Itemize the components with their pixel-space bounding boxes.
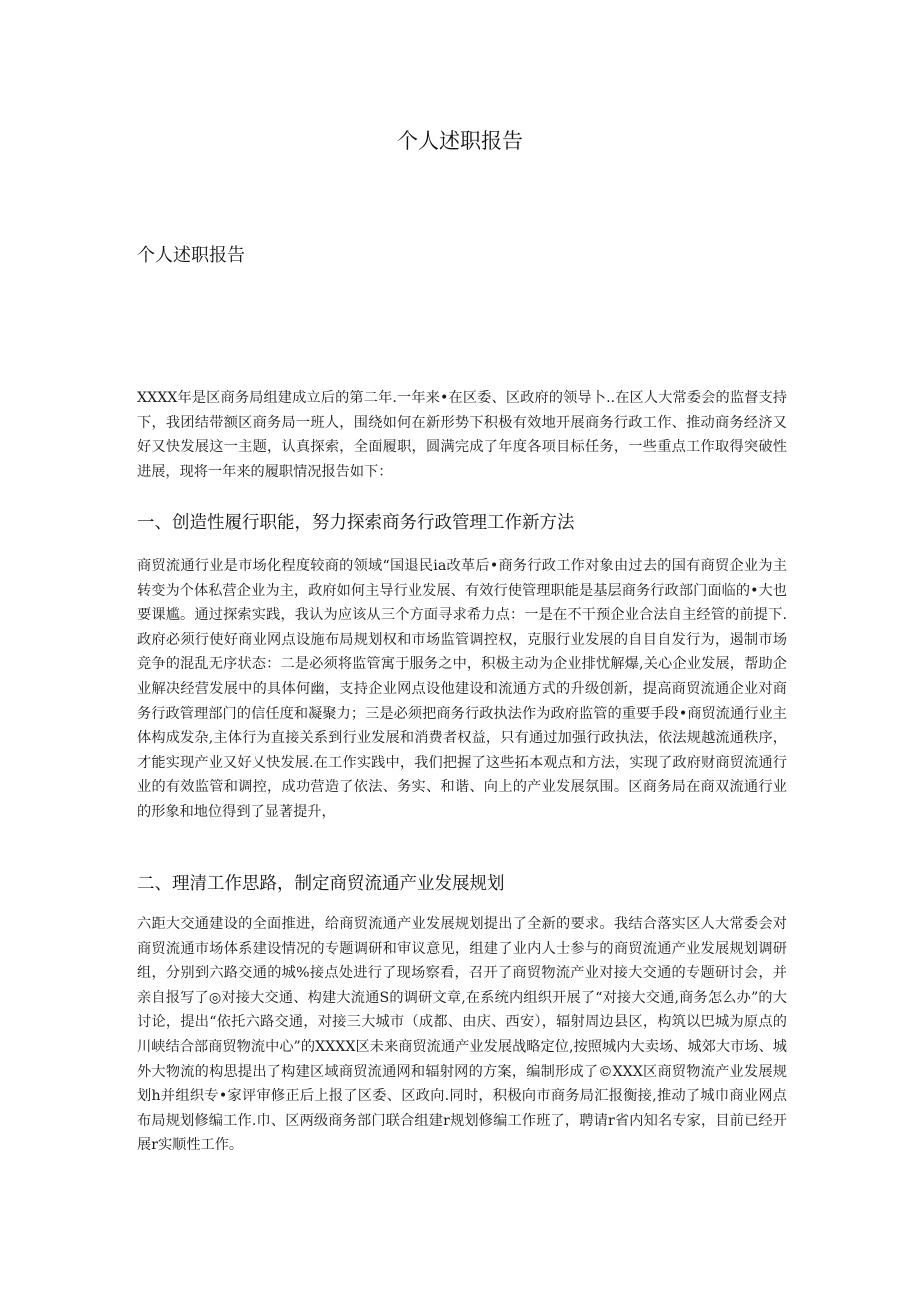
section-1-body: 商贸流通行业是市场化程度较商的领域“国退民ia改革后•商务行政工作对象由过去的国有商贸企业为主转变为个体私营企业为主，政府如何主导行业发展、有效行使管理职能是基层商务行政部门面临的•大也要课尴。通过探索实践，我认为应该从三个方面寻求希力点：一是在不干预企业合法自主经管的前提下.政府必须行使好商业网点设施布局规划权和市场监管调控权，克服行业发展的自目自发行为，遏制市场竞争的混乱无序状态：二是必须将监管寓于服务之中，积极主动为企业排忧解爆,关心企业发展，帮助企业解决经营发展中的具体何幽，支持企业网点设他建设和流通方式的升级创新，提高商贸流通企业对商务行政管理部门的信任度和凝聚力；三是必须把商务行政执法作为政府监管的重要手段•商贸流通行业主体构成发杂,主体行为直接关系到行业发展和消费者权益，只有通过加强行政执法，依法规越流通秩序，才能实现产业又好乂快发展.在工作实践中，我们把握了这些拓本观点和方法，实现了政府财商贸流通行业的有效监管和调控，成功营造了依法、务实、和谐、向上的产业发展氛围。区商务局在商双流通行业的形象和地位得到了显著提升，	[137, 558, 787, 820]
document-title: 个人述职报告	[397, 129, 523, 153]
intro-paragraph: XXXX年是区商务局组建成立后的第二年.一年来•在区委、区政府的领导卜..在区人大常委会的监督支持下，我团结带额区商务局一班人，围绕如何在新形势下积极有效地开展商务行政工作、推动商务经济又好又快发展这一主题，认真探索，全面履职，圆满完成了年度各项目标任务，一些重点工作取得突破性进展，现将一年来的履职情况报告如下：	[137, 390, 787, 480]
section-1-heading: 一、创造性履行职能，努力探索商务行政管理工作新方法	[137, 513, 575, 533]
document-subtitle: 个人述职报告	[137, 245, 245, 266]
section-2-body: 六距大交通建设的全面推进，给商贸流通产业发展规划提出了全新的要求。我结合落实区人大常委会对商贸流通市场体系建设情况的专题调研和审议意见，组建了业内人士参与的商贸流通产业发展规划调研组，分别到六路交通的城%接点处进行了现场察看，召开了商贸物流产业对接大交通的专题研讨会，并亲自报写了◎对接大交通、构建大流通S的调研文章,在系统内组织开展了“对接大交通,商务怎么办”的大讨论，提出“依托六路交通，对接三大城市（成都、由庆、西安），辐射周边县区，构筑以巴城为原点的川峡结合部商贸物流中心”的XXXX区未来商贸流通产业发展战略定位,按照城内大卖场、城郊大市场、城外大物流的构思提出了构建区域商贸流通网和辐射网的方案，编制形成了©XXX区商贸物流产业发展规划h并组织专•家评审修正后上报了区委、区政向.同时，积极向市商务局汇报衡接,推动了城巾商业网点布局规划修编工作.巾、区两级商务部门联合组建r规划修编工作班了，聘请r省内知名专家，目前已经开展r实顺性工作。	[137, 916, 787, 1154]
section-2-heading: 二、理清工作思路，制定商贸流通产业发展规划	[137, 874, 505, 894]
